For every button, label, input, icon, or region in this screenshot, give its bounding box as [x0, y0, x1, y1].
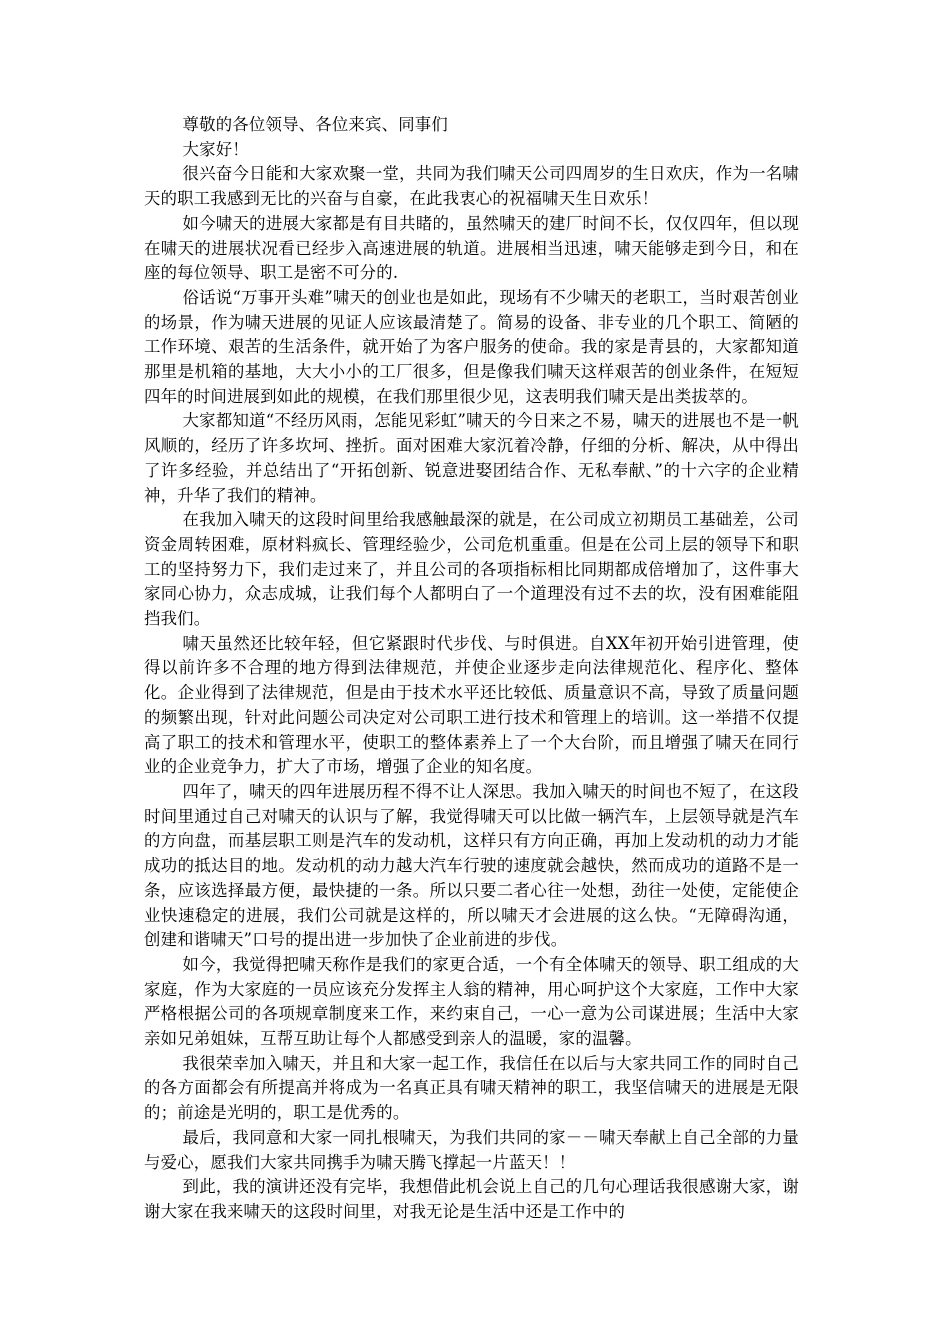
paragraph: 四年了，啸天的四年进展历程不得不让人深思。我加入啸天的时间也不短了，在这段时间里通过自己对啸天的认识与了解，我觉得啸天可以比做一辆汽车，上层领导就是汽车的方向盘，而基层职工则是汽车的发动机，这样只有方向正确，再加上发动机的动力才能成功的抵达目的地。发动机的动力越大汽车行驶的速度就会越快，然而成功的道路不是一条，应该选择最方便，最快捷的一条。所以只要二者心往一处想，劲往一处使，定能使企业快速稳定的进展，我们公司就是这样的，所以啸天才会进展的这么快。“无障碍沟通，创建和谐啸天”口号的提出进一步加快了企业前进的步伐。	[144, 781, 799, 950]
greeting: 大家好！	[182, 139, 249, 159]
salutation: 尊敬的各位领导、各位来宾、同事们	[182, 115, 448, 134]
document-page	[144, 113, 799, 1225]
paragraph: 我很荣幸加入啸天，并且和大家一起工作，我信任在以后与大家共同工作的同时自己的各方面都会有所提高并将成为一名真正具有啸天精神的职工，我坚信啸天的进展是无限的；前途是光明的，职工是优秀的。	[144, 1053, 799, 1123]
paragraph: 如今，我觉得把啸天称作是我们的家更合适，一个有全体啸天的领导、职工组成的大家庭，作为大家庭的一员应该充分发挥主人翁的精神，用心呵护这个大家庭，工作中大家严格根据公司的各项规章制度来工作，来约束自己，一心一意为公司谋进展；生活中大家亲如兄弟姐妹，互帮互助让每个人都感受到亲人的温暖，家的温馨。	[144, 954, 799, 1049]
paragraph: 俗话说“万事开头难”啸天的创业也是如此，现场有不少啸天的老职工，当时艰苦创业的场景，作为啸天进展的见证人应该最清楚了。简易的设备、非专业的几个职工、简陋的工作环境、艰苦的生活条件，就开始了为客户服务的使命。我的家是青县的，大家都知道那里是机箱的基地，大大小小的工厂很多，但是像我们啸天这样艰苦的创业条件，在短短四年的时间进展到如此的规模，在我们那里很少见，这表明我们啸天是出类拔萃的。	[144, 287, 799, 406]
paragraph: 在我加入啸天的这段时间里给我感触最深的就是，在公司成立初期员工基础差，公司资金周转困难，原材料疯长、管理经验少，公司危机重重。但是在公司上层的领导下和职工的坚持努力下，我们走过来了，并且公司的各项指标相比同期都成倍增加了，这件事大家同心协力，众志成城，让我们每个人都明白了一个道理没有过不去的坎，没有困难能阻挡我们。	[144, 510, 799, 629]
paragraph: 到此，我的演讲还没有完毕，我想借此机会说上自己的几句心理话我很感谢大家，谢谢大家在我来啸天的这段时间里，对我无论是生活中还是工作中的	[144, 1177, 799, 1221]
paragraph: 最后，我同意和大家一同扎根啸天，为我们共同的家－－啸天奉献上自己全部的力量与爱心，愿我们大家共同携手为啸天腾飞撑起一片蓝天！！	[144, 1127, 799, 1172]
paragraph: 啸天虽然还比较年轻，但它紧跟时代步伐、与时俱进。自XX年初开始引进管理，使得以前许多不合理的地方得到法律规范，并使企业逐步走向法律规范化、程序化、整体化。企业得到了法律规范，但是由于技术水平还比较低、质量意识不高，导致了质量问题的频繁出现，针对此问题公司决定对公司职工进行技术和管理上的培训。这一举措不仅提高了职工的技术和管理水平，使职工的整体素养上了一个大台阶，而且增强了啸天在同行业的企业竞争力，扩大了市场，增强了企业的知名度。	[144, 633, 799, 777]
paragraph: 大家都知道“不经历风雨，怎能见彩虹”啸天的今日来之不易，啸天的进展也不是一帆风顺的，经历了许多坎坷、挫折。面对困难大家沉着冷静，仔细的分析、解决，从中得出了许多经验，并总结出了“开拓创新、锐意进娶团结合作、无私奉献、”的十六字的企业精神，升华了我们的精神。	[144, 411, 799, 505]
paragraph: 很兴奋今日能和大家欢聚一堂，共同为我们啸天公司四周岁的生日欢庆，作为一名啸天的职工我感到无比的兴奋与自豪，在此我衷心的祝福啸天生日欢乐！	[144, 164, 799, 209]
paragraph: 如今啸天的进展大家都是有目共睹的，虽然啸天的建厂时间不长，仅仅四年，但以现在啸天的进展状况看已经步入高速进展的轨道。进展相当迅速，啸天能够走到今日，和在座的每位领导、职工是密不可分的.	[144, 213, 799, 283]
